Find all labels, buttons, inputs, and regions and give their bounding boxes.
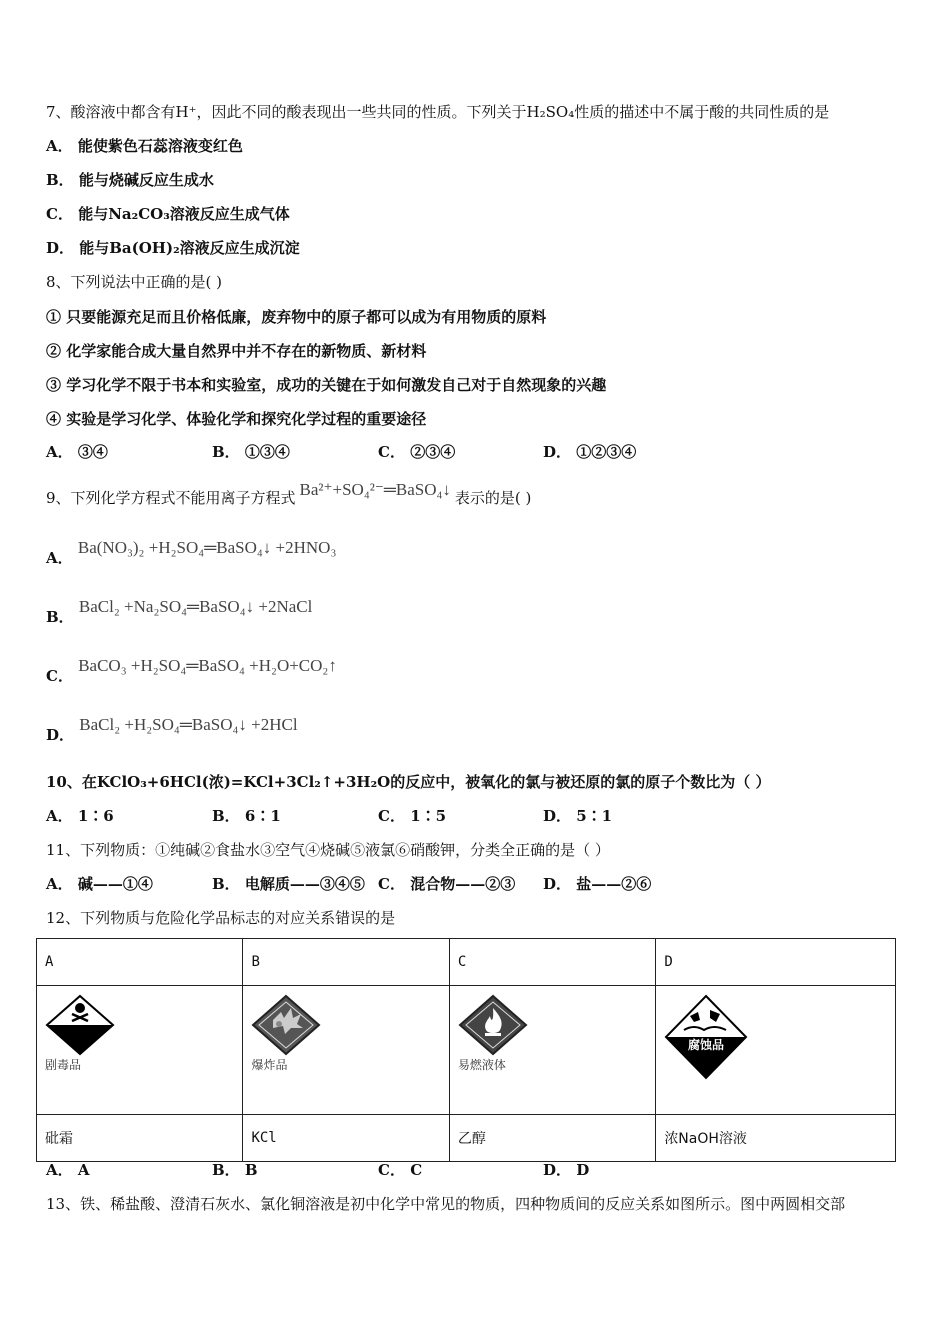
hazard-substance: 砒霜	[37, 1115, 243, 1162]
q8-stem: 8、下列说法中正确的是( )	[46, 273, 223, 291]
q9-option-a[interactable]: A． Ba(NO₃)₂ +H₂SO₄═BaSO₄↓ +2HNO₃	[46, 538, 337, 567]
toxic-icon	[45, 994, 115, 1056]
q8-statement-2: ② 化学家能合成大量自然界中并不存在的新物质、新材料	[46, 342, 427, 360]
toxic-caption: 剧毒品	[45, 1058, 82, 1072]
q7-stem: 7、酸溶液中都含有H⁺，因此不同的酸表现出一些共同的性质。下列关于H₂SO₄性质的描述中不属于酸的共同性质的是	[46, 103, 830, 121]
corrosive-caption: 腐蚀品	[688, 1038, 725, 1052]
hazard-substance-row	[37, 1115, 896, 1162]
corrosive-icon	[664, 994, 748, 1080]
q11-option-c[interactable]: C． 混合物——②③	[378, 875, 516, 893]
hazard-col-letter: C	[449, 939, 655, 986]
q11-option-d[interactable]: D． 盐——②⑥	[543, 875, 652, 893]
q9-equation-a: Ba(NO₃)₂ +H₂SO₄═BaSO₄↓ +2HNO₃	[77, 538, 337, 557]
hazard-substance: 浓NaOH溶液	[656, 1115, 896, 1162]
q10-option-a[interactable]: A． 1∶6	[46, 807, 114, 825]
q7-option-b[interactable]: B． 能与烧碱反应生成水	[46, 171, 214, 189]
hazard-header-row	[37, 939, 896, 986]
hazard-substance: 乙醇	[449, 1115, 655, 1162]
hazard-symbol-cell	[656, 986, 896, 1115]
q10-option-b[interactable]: B． 6∶1	[212, 807, 281, 825]
q8-option-a[interactable]: A． ③④	[46, 443, 108, 461]
explosive-caption: 爆炸品	[251, 1058, 288, 1072]
q8-option-b[interactable]: B． ①③④	[212, 443, 290, 461]
q8-option-d[interactable]: D． ①②③④	[543, 443, 637, 461]
hazard-col-letter: A	[37, 939, 243, 986]
q8-option-c[interactable]: C． ②③④	[378, 443, 456, 461]
q10-stem: 10、在KClO₃+6HCl(浓)=KCl+3Cl₂↑+3H₂O的反应中，被氧化的氯与被还原的氯的原子个数比为（ ）	[46, 773, 771, 791]
q7-option-d[interactable]: D． 能与Ba(OH)₂溶液反应生成沉淀	[46, 239, 300, 257]
q11-stem: 11、下列物质：①纯碱②食盐水③空气④烧碱⑤液氯⑥硝酸钾，分类全正确的是（ ）	[46, 841, 610, 859]
q12-stem: 12、下列物质与危险化学品标志的对应关系错误的是	[46, 909, 396, 927]
q12-option-b[interactable]: B． B	[212, 1161, 258, 1179]
flammable-liquid-icon	[458, 994, 528, 1056]
q8-statement-4: ④ 实验是学习化学、体验化学和探究化学过程的重要途径	[46, 410, 427, 428]
q10-option-d[interactable]: D． 5∶1	[543, 807, 613, 825]
q12-option-a[interactable]: A． A	[46, 1161, 90, 1179]
flammable-caption: 易燃液体	[457, 1058, 506, 1072]
q9-option-b[interactable]: B． BaCl₂ +Na₂SO₄═BaSO₄↓ +2NaCl	[46, 597, 313, 626]
q8-statement-1: ① 只要能源充足而且价格低廉，废弃物中的原子都可以成为有用物质的原料	[46, 308, 547, 326]
hazard-col-letter: B	[243, 939, 449, 986]
hazard-col-letter: D	[656, 939, 896, 986]
q11-option-b[interactable]: B． 电解质——③④⑤	[212, 875, 365, 893]
q9-option-c[interactable]: C． BaCO₃ +H₂SO₄═BaSO₄ +H₂O+CO₂↑	[46, 656, 337, 685]
q9-stem: 9、下列化学方程式不能用离子方程式 Ba²⁺+SO₄²⁻═BaSO₄↓ 表示的是( )	[46, 480, 532, 507]
q9-equation-d: BaCl₂ +H₂SO₄═BaSO₄↓ +2HCl	[79, 715, 298, 734]
hazard-symbol-row	[37, 986, 896, 1115]
explosive-icon	[251, 994, 321, 1056]
hazard-symbol-cell	[449, 986, 655, 1115]
q9-equation-c: BaCO₃ +H₂SO₄═BaSO₄ +H₂O+CO₂↑	[78, 656, 337, 675]
q9-equation-b: BaCl₂ +Na₂SO₄═BaSO₄↓ +2NaCl	[78, 597, 313, 616]
q12-option-d[interactable]: D． D	[543, 1161, 590, 1179]
q8-statement-3: ③ 学习化学不限于书本和实验室，成功的关键在于如何激发自己对于自然现象的兴趣	[46, 376, 607, 394]
q7-option-a[interactable]: A． 能使紫色石蕊溶液变红色	[46, 137, 243, 155]
hazard-substance: KCl	[243, 1115, 449, 1162]
q13-stem: 13、铁、稀盐酸、澄清石灰水、氯化铜溶液是初中化学中常见的物质，四种物质间的反应关系如图所示。图中两圆相交部	[46, 1195, 846, 1213]
q11-option-a[interactable]: A． 碱——①④	[46, 875, 153, 893]
q7-option-c[interactable]: C． 能与Na₂CO₃溶液反应生成气体	[46, 205, 290, 223]
q12-option-c[interactable]: C． C	[378, 1161, 423, 1179]
q9-option-d[interactable]: D． BaCl₂ +H₂SO₄═BaSO₄↓ +2HCl	[46, 715, 298, 744]
q9-ionic-equation: Ba²⁺+SO₄²⁻═BaSO₄↓	[299, 480, 451, 499]
hazard-table	[36, 938, 896, 1162]
q10-option-c[interactable]: C． 1∶5	[378, 807, 447, 825]
hazard-symbol-cell	[243, 986, 449, 1115]
hazard-symbol-cell	[37, 986, 243, 1115]
